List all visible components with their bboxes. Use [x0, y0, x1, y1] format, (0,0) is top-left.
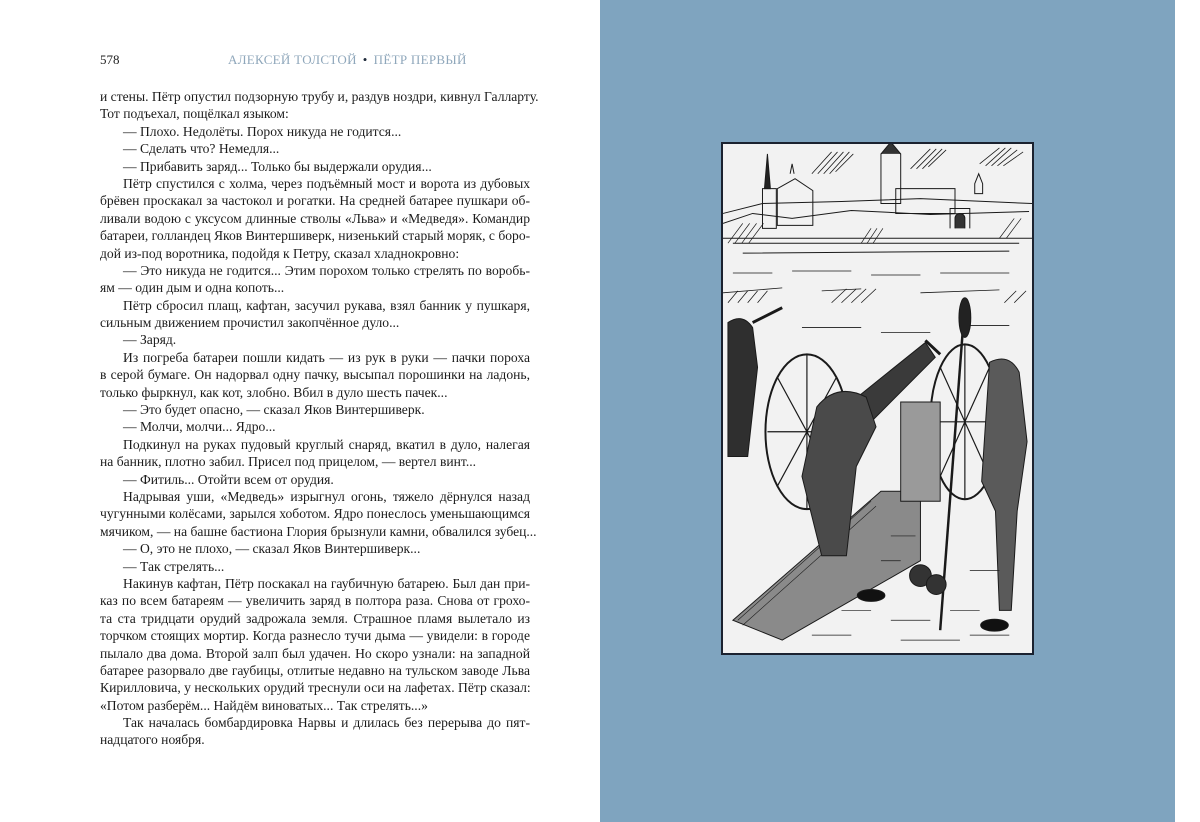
book-title: ПЁТР ПЕРВЫЙ — [373, 52, 467, 67]
text-line: — О, это не плохо, — сказал Яков Винтершиверк... — [123, 541, 421, 557]
text-line: Накинув кафтан, Пётр поскакал на гаубичную батарею. Был дан при- — [123, 575, 530, 591]
text-line: — Прибавить заряд... Только бы выдержали орудия... — [123, 158, 432, 174]
text-line: — Это никуда не годится... Этим порохом только стрелять по воробь- — [123, 262, 530, 278]
text-line: торчком стоящих мортир. Когда разнесло тучи дыма — увидели: в городе — [100, 628, 530, 644]
cannonballs — [910, 565, 947, 595]
text-line: пылало два дома. Второй залп был удачен. Но скоро узнали: на западной — [100, 645, 530, 661]
running-head — [100, 52, 530, 72]
text-line: мячиком, — на башне бастиона Глория брызнули камни, обвалился зубец... — [100, 523, 537, 539]
text-line: дой из-под воротника, подойдя к Петру, сказал хладнокровно: — [100, 245, 460, 261]
text-line: Кирилловича, у нескольких орудий треснули оси на лафетах. Пётр сказал: — [100, 680, 531, 696]
text-line: Пётр сбросил плащ, кафтан, засучил рукава, взял банник у пушкаря, — [123, 297, 530, 313]
text-line: та ста тридцати орудий задрожала земля. Страшное пламя вылетало из — [100, 610, 530, 626]
text-line: — Заряд. — [123, 332, 177, 348]
figure-with-rammer — [981, 359, 1027, 631]
text-line: на банник, плотно забил. Присел под прицелом, — вертел винт... — [100, 454, 477, 470]
text-line: сильным движением прочистил закопчённое дуло... — [100, 315, 400, 331]
right-page — [600, 0, 1175, 822]
text-line: брёвен проскакал за частокол и рогатки. На средней батарее пушкари об- — [100, 193, 530, 209]
text-line: только фыркнул, как кот, злобно. Вбил в дуло шесть пачек... — [100, 384, 448, 400]
outer-margin — [1175, 0, 1200, 822]
text-line: «Потом разберём... Найдём виноватых... Так стрелять...» — [100, 697, 428, 713]
text-line: Пётр спустился с холма, через подъёмный мост и ворота из дубовых — [123, 175, 530, 191]
text-line: чугунными колёсами, зарылся хоботом. Ядро понеслось уменьшающимся — [100, 506, 530, 522]
text-line: надцатого ноября. — [100, 732, 205, 748]
bullet-separator: • — [362, 52, 368, 67]
body-text — [100, 88, 539, 749]
text-line: Так началась бомбардировка Нарвы и длилась без перерыва до пят- — [123, 715, 530, 731]
text-line: — Так стрелять... — [123, 558, 225, 574]
page-number: 578 — [100, 52, 120, 67]
text-line: ливали водою с уксусом длинные стволы «Льва» и «Медведя». Командир — [100, 210, 530, 226]
text-line: Тот подъехал, пощёлкал языком: — [100, 106, 289, 122]
cannon-wheels — [765, 344, 999, 509]
text-line: и стены. Пётр опустил подзорную трубу и, раздув ноздри, кивнул Галларту. — [100, 89, 539, 104]
text-line: — Плохо. Недолёты. Порох никуда не годится... — [123, 123, 402, 139]
wall-hatching — [728, 218, 1021, 243]
text-line: — Сделать что? Немедля... — [123, 141, 280, 157]
author-name: АЛЕКСЕЙ ТОЛСТОЙ — [228, 52, 357, 67]
text-line: Из погреба батареи пошли кидать — из рук в руки — пачки пороха — [123, 349, 530, 365]
text-line: батареи, голландец Яков Винтершиверк, низенький старый моряк, с боро- — [100, 228, 531, 244]
text-line: — Молчи, молчи... Ядро... — [123, 419, 276, 435]
field-lines — [723, 271, 1026, 333]
sky-hatching — [812, 148, 1023, 174]
text-line: ям — один дым и одна копоть... — [100, 280, 285, 296]
illustration — [721, 142, 1034, 655]
text-line: каз по всем батареям — увеличить заряд в полтора раза. Снова от грохо- — [100, 593, 530, 609]
text-line: Надрывая уши, «Медведь» изрыгнул огонь, тяжело дёрнулся назад — [123, 488, 530, 504]
text-line: — Фитиль... Отойти всем от орудия. — [123, 471, 334, 487]
engraving-artwork — [723, 144, 1032, 653]
text-line: — Это будет опасно, — сказал Яков Винтершиверк. — [123, 402, 425, 418]
text-line: в серой бумаге. Он надорвал одну пачку, высыпал порошинки на ладонь, — [100, 367, 530, 383]
text-line: батарее разорвало две гаубицы, отлитые недавно на тульском заводе Льва — [100, 662, 530, 678]
running-title — [228, 52, 467, 68]
text-line: Подкинул на руках пудовый круглый снаряд, вкатил в дуло, налегая — [123, 436, 530, 452]
